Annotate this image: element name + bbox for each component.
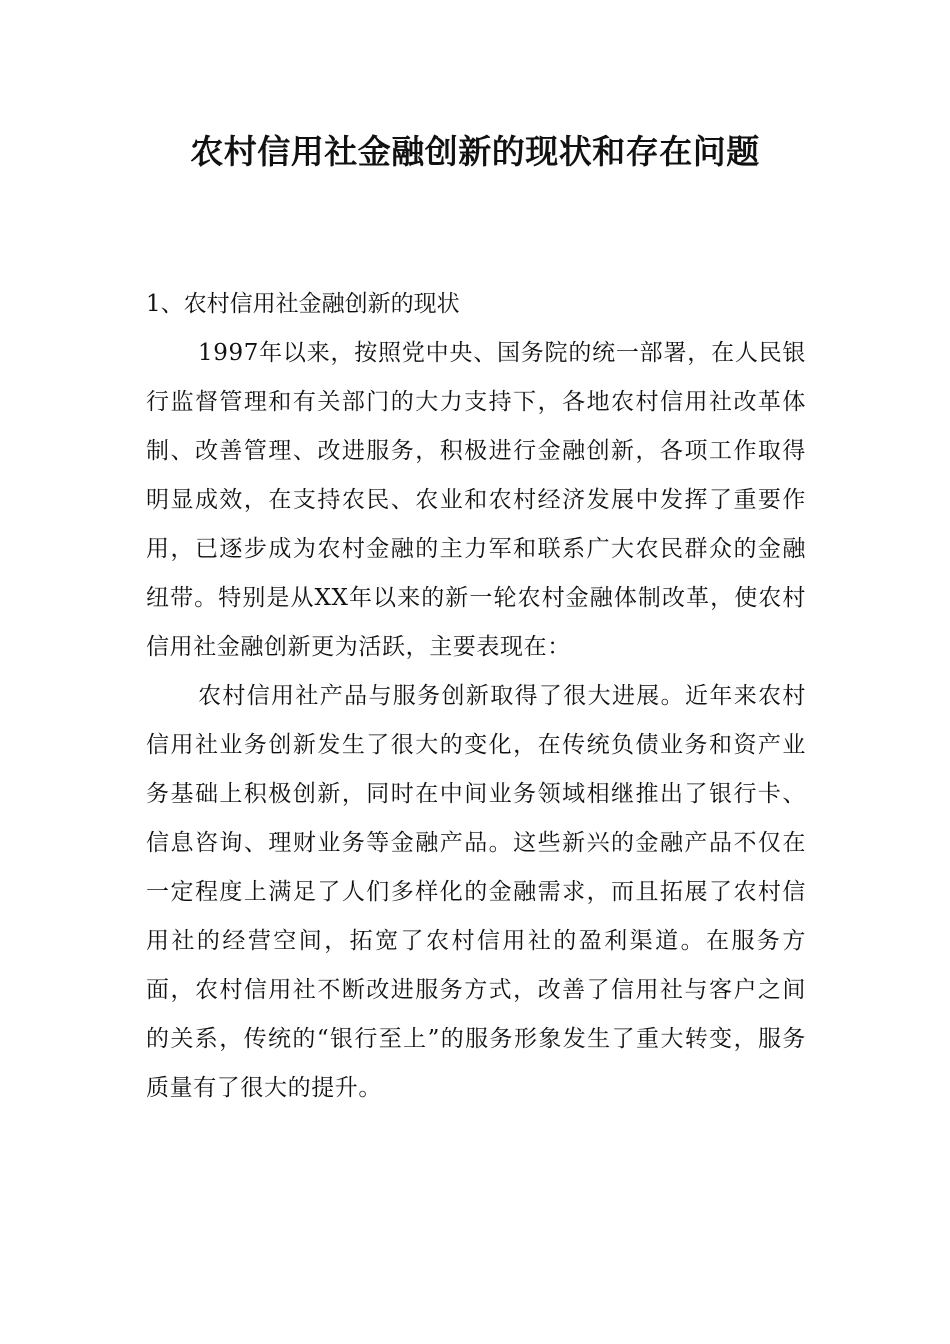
paragraph-2: 农村信用社产品与服务创新取得了很大进展。近年来农村信用社业务创新发生了很大的变化，在传统负债业务和资产业务基础上积极创新，同时在中间业务领域相继推出了银行卡、信息咨询、理财业务等金融产品。这些新兴的金融产品不仅在一定程度上满足了人们多样化的金融需求，而且拓展了农村信用社的经营空间，拓宽了农村信用社的盈利渠道。在服务方面，农村信用社不断改进服务方式，改善了信用社与客户之间的关系，传统的“银行至上”的服务形象发生了重大转变，服务质量有了很大的提升。 xyxy=(146,683,806,1101)
paragraph-1: 1997年以来，按照党中央、国务院的统一部署，在人民银行监督管理和有关部门的大力支持下，各地农村信用社改革体制、改善管理、改进服务，积极进行金融创新，各项工作取得明显成效，在支持农民、农业和农村经济发展中发挥了重要作用，已逐步成为农村金融的主力军和联系广大农民群众的金融纽带。特别是从XX年以来的新一轮农村金融体制改革，使农村信用社金融创新更为活跃，主要表现在： xyxy=(146,340,806,660)
section-heading: 1、农村信用社金融创新的现状 xyxy=(146,291,460,317)
document-body xyxy=(146,280,806,1113)
document-title: 农村信用社金融创新的现状和存在问题 xyxy=(190,132,760,171)
